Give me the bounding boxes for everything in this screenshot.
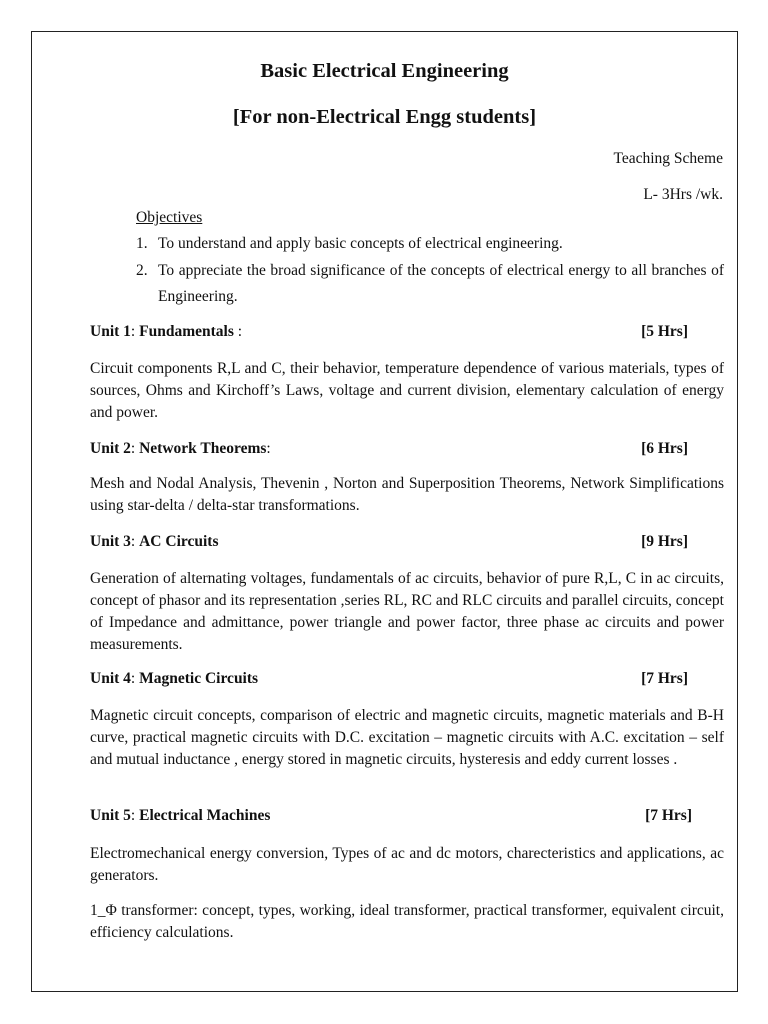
objective-text: To understand and apply basic concepts of electrical engineering.: [158, 235, 563, 252]
unit-heading: Unit 1: Fundamentals : [5 Hrs]: [90, 323, 688, 340]
unit-label: Unit 2: [90, 440, 131, 457]
objective-item: [136, 258, 724, 310]
unit-hours: [9 Hrs]: [641, 533, 688, 550]
unit-label: Unit 5: [90, 807, 131, 824]
document-title: Basic Electrical Engineering: [260, 60, 509, 82]
unit-label: Unit 3: [90, 533, 131, 550]
objective-number: 1.: [136, 235, 148, 252]
unit-heading: Unit 5: Electrical Machines [7 Hrs]: [90, 807, 692, 824]
unit-suffix: :: [266, 440, 271, 457]
unit-content: Generation of alternating voltages, fundamentals of ac circuits, behavior of pure R,L, C in ac circuits, concept of phasor and its representation ,series RL, RC and RLC circuits and parallel circuits, concept of Impedance and admittance, power triangle and power factor, three phase ac circuits and power measurements.: [90, 570, 724, 653]
unit-name: AC Circuits: [139, 533, 219, 550]
unit-suffix: :: [233, 323, 243, 340]
unit-content: Circuit components R,L and C, their behavior, temperature dependence of various materials, types of sources, Ohms and Kirchoff’s Laws, voltage and current division, elementary calculation of energy and power.: [90, 360, 724, 421]
unit-name: Fundamentals: [139, 323, 234, 340]
objective-number: 2.: [136, 262, 148, 279]
unit-heading: Unit 2: Network Theorems: [6 Hrs]: [90, 440, 688, 457]
document-page: [31, 31, 738, 992]
unit-label: Unit 1: [90, 323, 131, 340]
transformer-paragraph: 1_Φ transformer: concept, types, working, ideal transformer, practical transformer, equivalent circuit, efficiency calculations.: [90, 902, 724, 941]
unit-heading: Unit 3: AC Circuits [9 Hrs]: [90, 533, 688, 550]
unit-content: Magnetic circuit concepts, comparison of electric and magnetic circuits, magnetic materials and B-H curve, practical magnetic circuits with D.C. excitation – magnetic circuits with A.C. excitation – self and mutual inductance , energy stored in magnetic circuits, hysteresis and eddy current losses .: [90, 707, 724, 768]
objective-text: To appreciate the broad significance of the concepts of electrical energy to all branches of Engineering.: [158, 262, 724, 305]
unit-content: Mesh and Nodal Analysis, Thevenin , Norton and Superposition Theorems, Network Simplifications using star-delta / delta-star transformations.: [90, 475, 724, 514]
unit-name: Electrical Machines: [139, 807, 271, 824]
unit-heading: Unit 4: Magnetic Circuits [7 Hrs]: [90, 670, 688, 687]
unit-label: Unit 4: [90, 670, 131, 687]
document-subtitle: [For non-Electrical Engg students]: [232, 106, 537, 128]
unit-hours: [6 Hrs]: [641, 440, 688, 457]
objectives-heading: Objectives: [136, 209, 203, 226]
unit-hours: [5 Hrs]: [641, 323, 688, 340]
unit-content: Electromechanical energy conversion, Types of ac and dc motors, charecteristics and applications, ac generators.: [90, 845, 724, 884]
unit-name: Network Theorems: [139, 440, 267, 457]
lecture-hours: L- 3Hrs /wk.: [643, 186, 723, 203]
unit-name: Magnetic Circuits: [139, 670, 259, 687]
unit-hours: [7 Hrs]: [645, 807, 692, 824]
unit-hours: [7 Hrs]: [641, 670, 688, 687]
teaching-scheme-label: Teaching Scheme: [613, 150, 723, 167]
objective-item: [136, 231, 724, 257]
